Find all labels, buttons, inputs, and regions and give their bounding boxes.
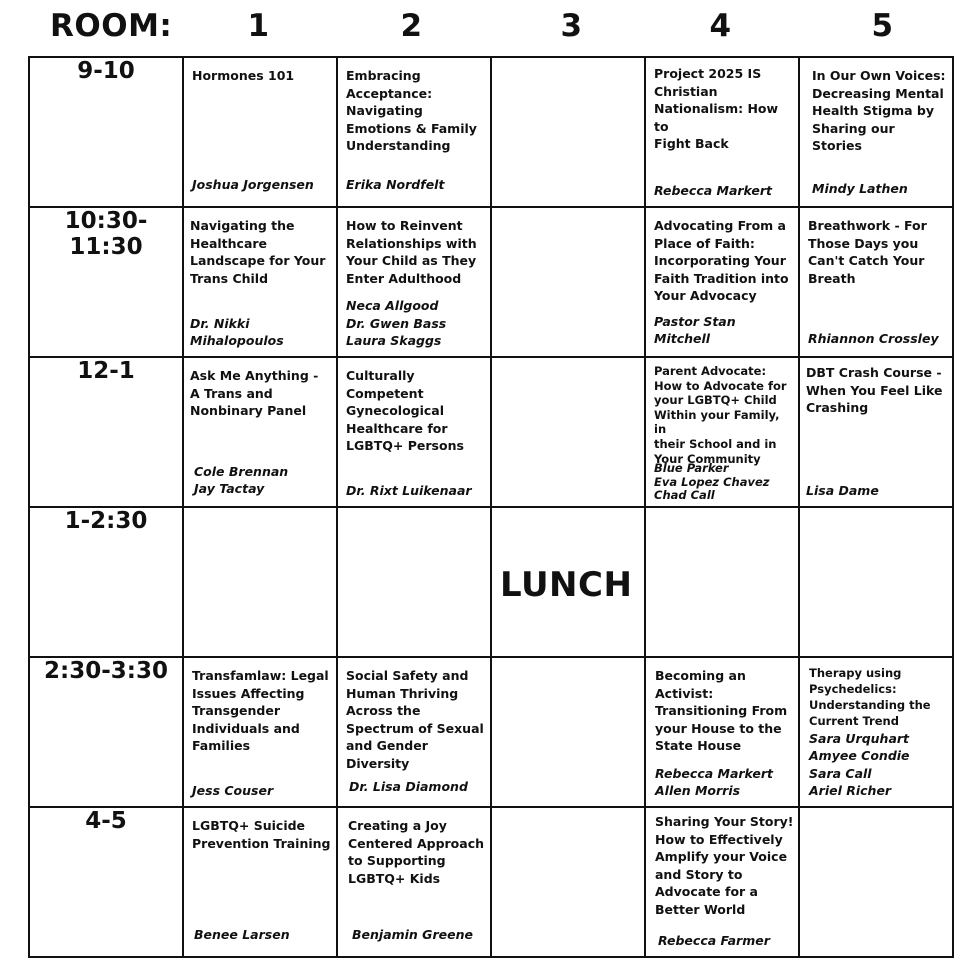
session-cell: [645, 807, 799, 957]
time-slot: 4-5: [29, 807, 183, 957]
session-speakers: Lisa Dame: [806, 483, 879, 499]
session-cell: [799, 207, 953, 357]
time-slot: 10:30-11:30: [29, 207, 183, 357]
session-cell: [645, 357, 799, 507]
room-3-header: 3: [560, 8, 583, 44]
time-slot: 1-2:30: [29, 507, 183, 657]
session-speakers: Joshua Jorgensen: [192, 177, 314, 193]
session-title: Transfamlaw: Legal Issues Affecting Transgender Individuals and Families: [192, 668, 329, 754]
session-speakers: Rhiannon Crossley: [808, 331, 939, 347]
time-slot: 9-10: [29, 57, 183, 207]
room-4-header: 4: [709, 8, 732, 44]
schedule-row: [29, 57, 953, 207]
session-speakers: Erika Nordfelt: [346, 177, 445, 193]
session-title: Sharing Your Story! How to Effectively Amplify your Voice and Story to Advocate for a Better World: [655, 814, 794, 917]
room-1-header: 1: [247, 8, 270, 44]
session-speakers: Neca Allgood Dr. Gwen Bass Laura Skaggs: [346, 298, 447, 349]
empty-cell: [491, 207, 645, 357]
empty-cell: [799, 507, 953, 657]
session-cell: [645, 657, 799, 807]
empty-cell: [337, 507, 491, 657]
session-speakers: Pastor Stan Mitchell: [654, 313, 736, 347]
session-cell: [799, 57, 953, 207]
session-cell: [799, 357, 953, 507]
session-title: DBT Crash Course - When You Feel Like Crashing: [806, 365, 943, 416]
session-title: How to Reinvent Relationships with Your Child as They Enter Adulthood: [346, 218, 477, 286]
session-title: LGBTQ+ Suicide Prevention Training: [192, 818, 331, 851]
session-cell: [337, 657, 491, 807]
empty-cell: [491, 57, 645, 207]
empty-cell: [491, 657, 645, 807]
session-title: Navigating the Healthcare Landscape for Your Trans Child: [190, 218, 326, 286]
room-header-label: ROOM:: [50, 8, 173, 44]
session-title: Culturally Competent Gynecological Healthcare for LGBTQ+ Persons: [346, 368, 464, 454]
time-slot: 2:30-3:30: [29, 657, 183, 807]
empty-cell: [799, 807, 953, 957]
session-speakers: Benee Larsen: [194, 927, 290, 943]
session-cell: [337, 57, 491, 207]
session-cell: [337, 807, 491, 957]
lunch-label: LUNCH: [500, 565, 633, 605]
schedule-grid: [28, 56, 954, 958]
empty-cell: [491, 807, 645, 957]
session-speakers: Mindy Lathen: [812, 181, 908, 197]
session-title: Therapy using Psychedelics: Understanding the Current Trend: [809, 666, 931, 728]
session-speakers: Dr. Rixt Luikenaar: [346, 483, 472, 499]
session-cell: [183, 807, 337, 957]
session-cell: [645, 207, 799, 357]
session-speakers: Rebecca Markert: [654, 183, 773, 199]
session-title: Creating a Joy Centered Approach to Supporting LGBTQ+ Kids: [348, 818, 485, 886]
session-cell: [183, 57, 337, 207]
session-cell: [799, 657, 953, 807]
session-title: Breathwork - For Those Days you Can't Catch Your Breath: [808, 218, 927, 286]
session-speakers: Benjamin Greene: [352, 927, 473, 943]
session-title: Parent Advocate: How to Advocate for your LGBTQ+ Child Within your Family, in their School and in Your Community: [654, 364, 787, 466]
session-title: Social Safety and Human Thriving Across the Spectrum of Sexual and Gender Diversity: [346, 668, 484, 771]
empty-cell: [183, 507, 337, 657]
session-speakers: Jess Couser: [192, 783, 274, 799]
empty-cell: [645, 507, 799, 657]
session-title: Advocating From a Place of Faith: Incorporating Your Faith Tradition into Your Advocacy: [654, 218, 789, 304]
time-slot: 12-1: [29, 357, 183, 507]
session-title: In Our Own Voices: Decreasing Mental Health Stigma by Sharing our Stories: [812, 68, 946, 154]
session-speakers: Blue Parker Eva Lopez Chavez Chad Call: [654, 461, 770, 502]
session-title: Hormones 101: [192, 68, 295, 83]
session-speakers: Rebecca Markert Allen Morris: [655, 765, 774, 799]
schedule-row: [29, 807, 953, 957]
session-title: Project 2025 IS Christian Nationalism: How to Fight Back: [654, 66, 779, 152]
session-cell: [337, 207, 491, 357]
session-speakers: Dr. Lisa Diamond: [349, 779, 468, 795]
session-cell: [183, 207, 337, 357]
schedule-row: [29, 357, 953, 507]
session-speakers: Cole Brennan Jay Tactay: [194, 463, 289, 497]
room-5-header: 5: [871, 8, 894, 44]
session-title: Becoming an Activist: Transitioning From your House to the State House: [655, 668, 788, 754]
room-2-header: 2: [400, 8, 423, 44]
empty-cell: [491, 357, 645, 507]
session-cell: [183, 657, 337, 807]
session-title: Embracing Acceptance: Navigating Emotions & Family Understanding: [346, 68, 477, 154]
session-cell: [183, 357, 337, 507]
schedule-row: [29, 207, 953, 357]
session-speakers: Rebecca Farmer: [658, 933, 770, 949]
session-speakers: Sara Urquhart Amyee Condie Sara Call Ariel Richer: [809, 730, 910, 799]
session-speakers: Dr. Nikki Mihalopoulos: [190, 315, 284, 349]
session-cell: [645, 57, 799, 207]
session-cell: [337, 357, 491, 507]
schedule-row: [29, 507, 953, 657]
session-title: Ask Me Anything - A Trans and Nonbinary Panel: [190, 368, 319, 419]
schedule-row: [29, 657, 953, 807]
